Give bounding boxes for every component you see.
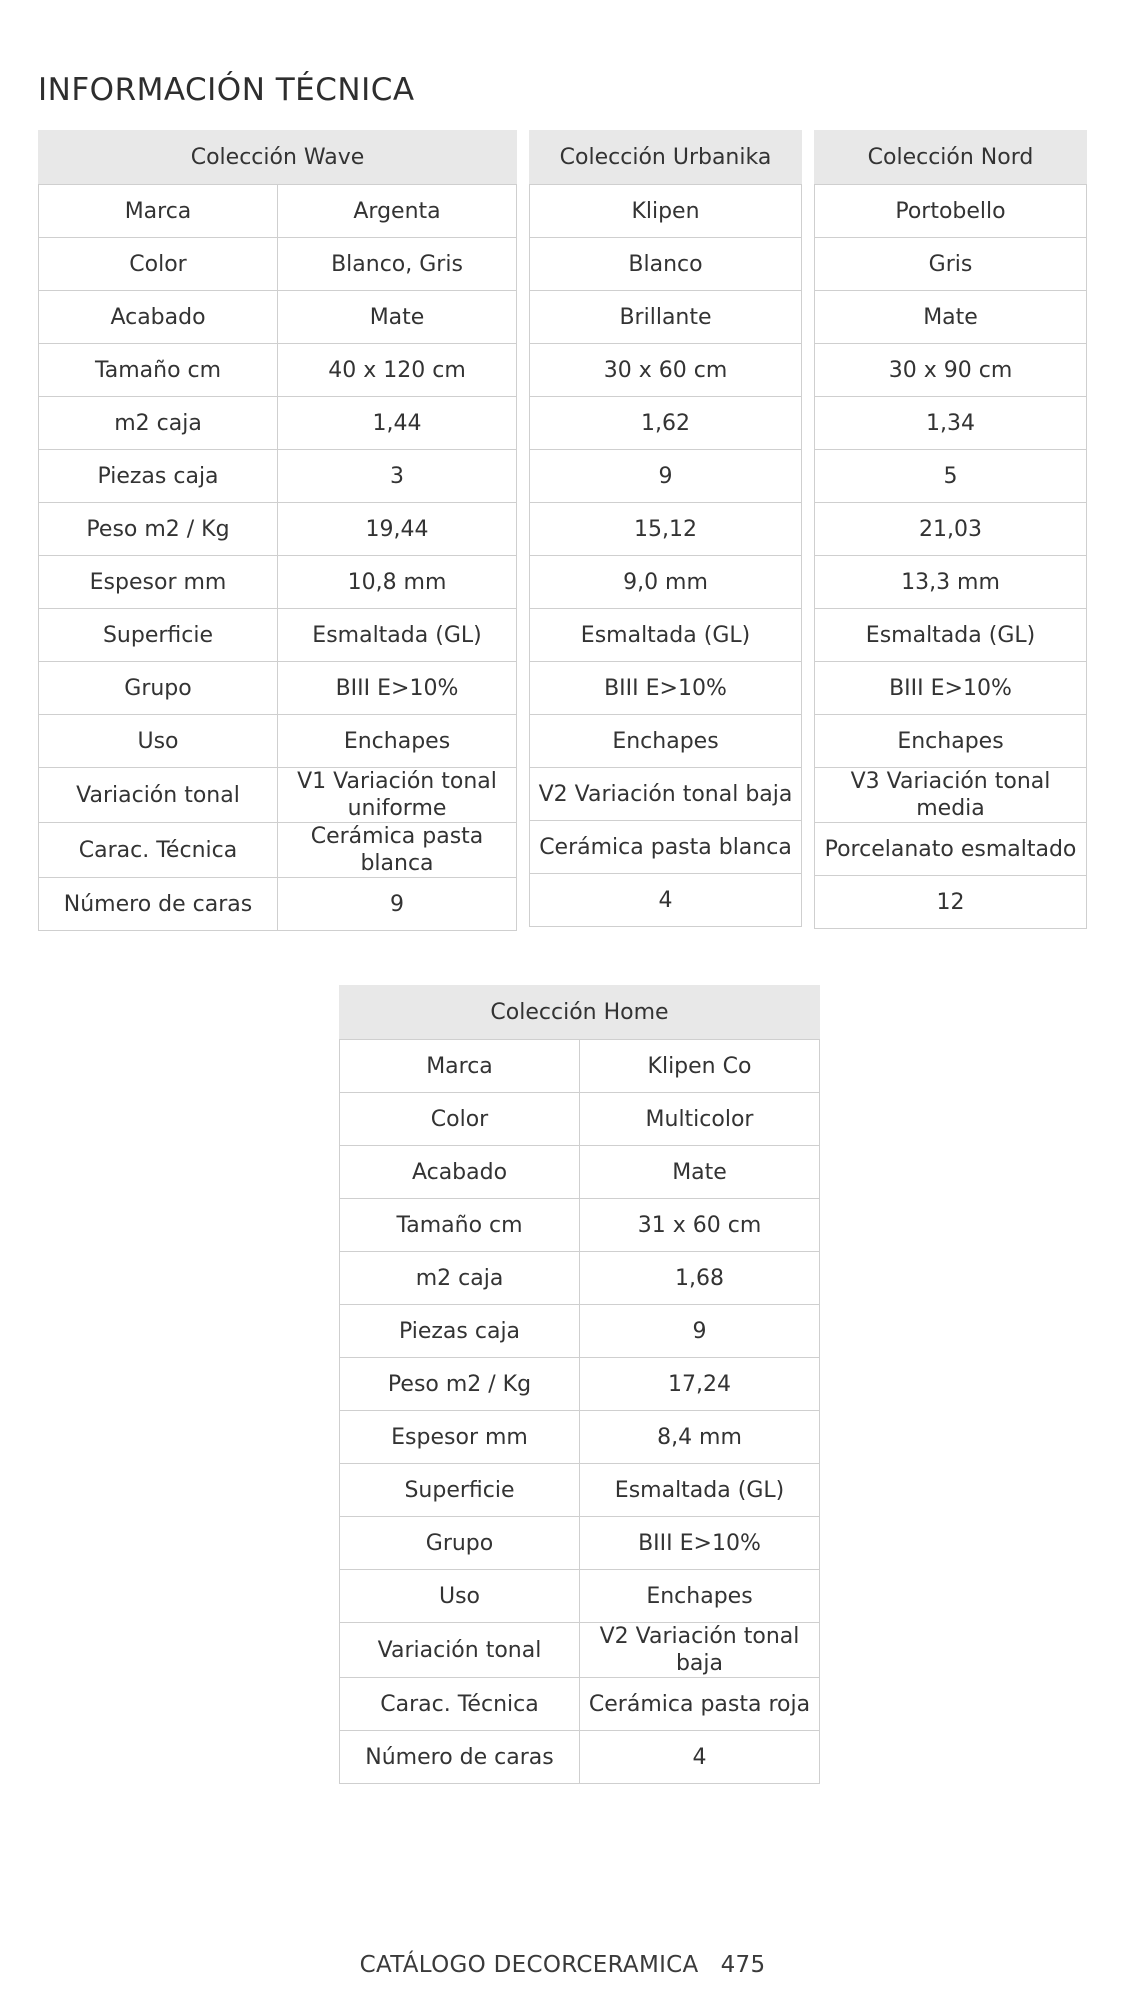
wave-value: BIII E>10% xyxy=(278,662,517,715)
page-footer xyxy=(0,1952,1125,1978)
home-value: Multicolor xyxy=(580,1093,820,1146)
table-row xyxy=(39,823,517,878)
row-label: Color xyxy=(340,1093,580,1146)
table-row xyxy=(530,715,802,768)
nord-value: Porcelanato esmaltado xyxy=(815,823,1087,876)
row-label: Espesor mm xyxy=(39,556,278,609)
table-row xyxy=(530,556,802,609)
table-row xyxy=(340,1678,820,1731)
wave-table-header: Colección Wave xyxy=(39,131,517,185)
home-spec-table xyxy=(339,985,820,1784)
row-label: Acabado xyxy=(39,291,278,344)
nord-value: Gris xyxy=(815,238,1087,291)
nord-value: 12 xyxy=(815,876,1087,929)
home-value: Enchapes xyxy=(580,1570,820,1623)
home-value: Cerámica pasta roja xyxy=(580,1678,820,1731)
home-value: 8,4 mm xyxy=(580,1411,820,1464)
nord-value: Portobello xyxy=(815,185,1087,238)
row-label: m2 caja xyxy=(39,397,278,450)
urbanika-value: 4 xyxy=(530,874,802,927)
row-label: Carac. Técnica xyxy=(39,823,278,878)
row-label: Número de caras xyxy=(39,878,278,931)
row-label: Variación tonal xyxy=(340,1623,580,1678)
nord-value: V3 Variación tonal media xyxy=(815,768,1087,823)
table-row xyxy=(815,503,1087,556)
table-row xyxy=(340,1411,820,1464)
table-row xyxy=(530,185,802,238)
urbanika-spec-table xyxy=(529,130,802,927)
wave-value: Esmaltada (GL) xyxy=(278,609,517,662)
table-row xyxy=(815,823,1087,876)
nord-value: 13,3 mm xyxy=(815,556,1087,609)
table-row xyxy=(815,291,1087,344)
table-row xyxy=(39,344,517,397)
wave-value: 9 xyxy=(278,878,517,931)
table-row xyxy=(815,450,1087,503)
table-row xyxy=(815,715,1087,768)
row-label: Peso m2 / Kg xyxy=(39,503,278,556)
table-row xyxy=(39,609,517,662)
home-table-header: Colección Home xyxy=(340,986,820,1040)
table-row xyxy=(340,1731,820,1784)
home-value: Mate xyxy=(580,1146,820,1199)
table-row xyxy=(815,876,1087,929)
table-row xyxy=(39,715,517,768)
home-value: V2 Variación tonal baja xyxy=(580,1623,820,1678)
row-label: Piezas caja xyxy=(340,1305,580,1358)
wave-value: Argenta xyxy=(278,185,517,238)
table-row xyxy=(39,556,517,609)
nord-value: BIII E>10% xyxy=(815,662,1087,715)
table-row xyxy=(530,291,802,344)
urbanika-value: 9,0 mm xyxy=(530,556,802,609)
urbanika-value: 30 x 60 cm xyxy=(530,344,802,397)
home-value: 9 xyxy=(580,1305,820,1358)
home-value: Esmaltada (GL) xyxy=(580,1464,820,1517)
row-label: Carac. Técnica xyxy=(340,1678,580,1731)
table-row xyxy=(530,397,802,450)
wave-value: Mate xyxy=(278,291,517,344)
urbanika-value: Esmaltada (GL) xyxy=(530,609,802,662)
row-label: Número de caras xyxy=(340,1731,580,1784)
table-row xyxy=(340,1358,820,1411)
table-row xyxy=(815,238,1087,291)
table-row xyxy=(39,238,517,291)
wave-value: Cerámica pasta blanca xyxy=(278,823,517,878)
table-row xyxy=(340,1517,820,1570)
row-label: Marca xyxy=(39,185,278,238)
wave-value: 10,8 mm xyxy=(278,556,517,609)
table-row xyxy=(530,821,802,874)
wave-value: Enchapes xyxy=(278,715,517,768)
urbanika-value: Cerámica pasta blanca xyxy=(530,821,802,874)
nord-spec-table xyxy=(814,130,1087,929)
urbanika-value: Brillante xyxy=(530,291,802,344)
wave-value: Blanco, Gris xyxy=(278,238,517,291)
table-row xyxy=(39,503,517,556)
table-row xyxy=(530,344,802,397)
table-row xyxy=(530,662,802,715)
table-row xyxy=(530,450,802,503)
table-row xyxy=(815,397,1087,450)
table-row xyxy=(340,1570,820,1623)
row-label: Tamaño cm xyxy=(39,344,278,397)
row-label: Peso m2 / Kg xyxy=(340,1358,580,1411)
nord-value: Enchapes xyxy=(815,715,1087,768)
home-value: Klipen Co xyxy=(580,1040,820,1093)
home-value: 4 xyxy=(580,1731,820,1784)
page-number: 475 xyxy=(720,1952,766,1978)
table-row xyxy=(340,1305,820,1358)
urbanika-value: Enchapes xyxy=(530,715,802,768)
row-label: Superficie xyxy=(39,609,278,662)
table-row xyxy=(340,1252,820,1305)
table-row xyxy=(815,609,1087,662)
urbanika-value: Blanco xyxy=(530,238,802,291)
table-row xyxy=(39,662,517,715)
table-row xyxy=(815,768,1087,823)
urbanika-value: 1,62 xyxy=(530,397,802,450)
table-row xyxy=(815,344,1087,397)
table-row xyxy=(530,503,802,556)
table-row xyxy=(815,662,1087,715)
table-row xyxy=(530,238,802,291)
nord-value: 30 x 90 cm xyxy=(815,344,1087,397)
table-row xyxy=(340,1040,820,1093)
urbanika-table-header: Colección Urbanika xyxy=(530,131,802,185)
table-row xyxy=(815,556,1087,609)
row-label: Grupo xyxy=(39,662,278,715)
table-row xyxy=(530,609,802,662)
table-row xyxy=(815,185,1087,238)
row-label: Uso xyxy=(39,715,278,768)
row-label: Espesor mm xyxy=(340,1411,580,1464)
urbanika-value: 9 xyxy=(530,450,802,503)
table-row xyxy=(39,291,517,344)
table-row xyxy=(39,878,517,931)
row-label: Uso xyxy=(340,1570,580,1623)
table-row xyxy=(340,1093,820,1146)
urbanika-value: BIII E>10% xyxy=(530,662,802,715)
table-row xyxy=(39,185,517,238)
nord-table-header: Colección Nord xyxy=(815,131,1087,185)
home-value: 1,68 xyxy=(580,1252,820,1305)
row-label: Color xyxy=(39,238,278,291)
nord-value: 5 xyxy=(815,450,1087,503)
table-row xyxy=(39,768,517,823)
table-row xyxy=(340,1623,820,1678)
table-row xyxy=(530,874,802,927)
nord-value: 1,34 xyxy=(815,397,1087,450)
wave-value: 40 x 120 cm xyxy=(278,344,517,397)
row-label: Acabado xyxy=(340,1146,580,1199)
table-row xyxy=(530,768,802,821)
row-label: Tamaño cm xyxy=(340,1199,580,1252)
page-title: INFORMACIÓN TÉCNICA xyxy=(38,72,415,108)
row-label: Grupo xyxy=(340,1517,580,1570)
row-label: Variación tonal xyxy=(39,768,278,823)
nord-value: Mate xyxy=(815,291,1087,344)
wave-value: 1,44 xyxy=(278,397,517,450)
table-row xyxy=(39,450,517,503)
wave-spec-table xyxy=(38,130,517,931)
table-row xyxy=(39,397,517,450)
table-row xyxy=(340,1199,820,1252)
catalog-name: CATÁLOGO DECORCERAMICA xyxy=(359,1952,699,1978)
urbanika-value: V2 Variación tonal baja xyxy=(530,768,802,821)
row-label: Piezas caja xyxy=(39,450,278,503)
urbanika-value: Klipen xyxy=(530,185,802,238)
nord-value: 21,03 xyxy=(815,503,1087,556)
table-row xyxy=(340,1464,820,1517)
row-label: Superficie xyxy=(340,1464,580,1517)
urbanika-value: 15,12 xyxy=(530,503,802,556)
row-label: m2 caja xyxy=(340,1252,580,1305)
home-value: 17,24 xyxy=(580,1358,820,1411)
wave-value: V1 Variación tonal uniforme xyxy=(278,768,517,823)
home-value: 31 x 60 cm xyxy=(580,1199,820,1252)
row-label: Marca xyxy=(340,1040,580,1093)
nord-value: Esmaltada (GL) xyxy=(815,609,1087,662)
wave-value: 3 xyxy=(278,450,517,503)
wave-value: 19,44 xyxy=(278,503,517,556)
table-row xyxy=(340,1146,820,1199)
home-value: BIII E>10% xyxy=(580,1517,820,1570)
